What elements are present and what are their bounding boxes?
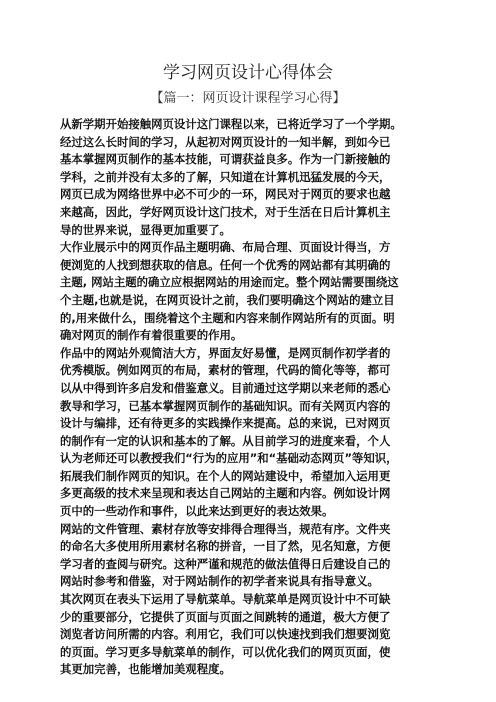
body-line: 多更高级的技术来呈现和表达自己网站的主题和内容。例如设计网 <box>60 486 391 501</box>
document-title: 学习网页设计心得体会 <box>163 63 333 83</box>
body-line: 经过这么长时间的学习，从起初对网页设计的一知半解，到如今已 <box>60 134 391 149</box>
body-line: 网站的文件管理、素材存放等安排得合理得当，规范有序。文件夹 <box>60 521 391 536</box>
document-subtitle: 【篇一：网页设计课程学习心得】 <box>150 91 346 106</box>
body-line: 认为老师还可以教授我们“行为的应用”和“基础动态网页”等知识， <box>60 451 398 466</box>
body-line: 学科，之前并没有太多的了解，只知道在计算机迅猛发展的今天， <box>60 169 391 184</box>
document-body <box>60 116 452 679</box>
body-line: 大作业展示中的网页作品主题明确、布局合理、页面设计得当，方 <box>60 240 391 255</box>
body-line: 拓展我们制作网页的知识。在个人的网站建设中，希望加入运用更 <box>60 468 391 483</box>
body-line: 个主题,也就是说，在网页设计之前，我们要明确这个网站的建立目 <box>60 292 395 307</box>
body-line: 的命名大多使用所用素材名称的拼音，一目了然，见名知意，方便 <box>60 539 391 554</box>
body-line: 以从中得到许多启发和借鉴意义。目前通过这学期以来老师的悉心 <box>60 380 391 395</box>
body-line: 网站时参考和借鉴，对于网站制作的初学者来说具有指导意义。 <box>60 574 379 589</box>
body-line: 浏览者访问所需的内容。利用它，我们可以快速找到我们想要浏览 <box>60 627 391 642</box>
body-line: 的制作有一定的认识和基本的了解。从目前学习的进度来看，个人 <box>60 433 391 448</box>
body-line: 优秀模版。例如网页的布局，素材的管理，代码的简化等等，都可 <box>60 363 391 378</box>
body-line: 基本掌握网页制作的基本技能，可谓获益良多。作为一门新接触的 <box>60 152 391 167</box>
body-line: 的,用来做什么，围绕着这个主题和内容来制作网站所有的页面。明 <box>60 310 395 325</box>
body-line: 其次网页在表头下运用了导航菜单。导航菜单是网页设计中不可缺 <box>60 592 391 607</box>
body-line: 其更加完善，也能增加美观程度。 <box>60 662 231 677</box>
body-line: 导的世界来说，显得更加重要了。 <box>60 222 231 237</box>
body-line: 确对网页的制作有着很重要的作用。 <box>60 328 243 343</box>
body-line: 网页已成为网络世界中必不可少的一环，网民对于网页的要求也越 <box>60 187 391 202</box>
body-line: 设计与编排，还有待更多的实践操作来提高。总的来说，已对网页 <box>60 416 391 431</box>
body-line: 便浏览的人找到想获取的信息。任何一个优秀的网站都有其明确的 <box>60 257 391 272</box>
body-line: 作品中的网站外观简洁大方，界面友好易懂，是网页制作初学者的 <box>60 345 391 360</box>
body-line: 的页面。学习更多导航菜单的制作，可以优化我们的网页页面，使 <box>60 644 391 659</box>
body-line: 学习者的查阅与研究。这种严谨和规范的做法值得日后建设自己的 <box>60 556 391 571</box>
body-line: 从新学期开始接触网页设计这门课程以来，已将近学习了一个学期。 <box>60 117 402 131</box>
body-line: 主题, 网站主题的确立应根据网站的用途而定。整个网站需要围绕这 <box>60 275 399 290</box>
body-line: 少的重要部分，它提供了页面与页面之间跳转的通道，极大方便了 <box>60 609 391 624</box>
body-line: 教导和学习，已基本掌握网页制作的基础知识。而有关网页内容的 <box>60 398 391 413</box>
body-line: 来越高，因此，学好网页设计这门技术，对于生活在日后计算机主 <box>60 204 391 219</box>
body-line: 页中的一些动作和事件，以此来达到更好的表达效果。 <box>60 504 334 519</box>
